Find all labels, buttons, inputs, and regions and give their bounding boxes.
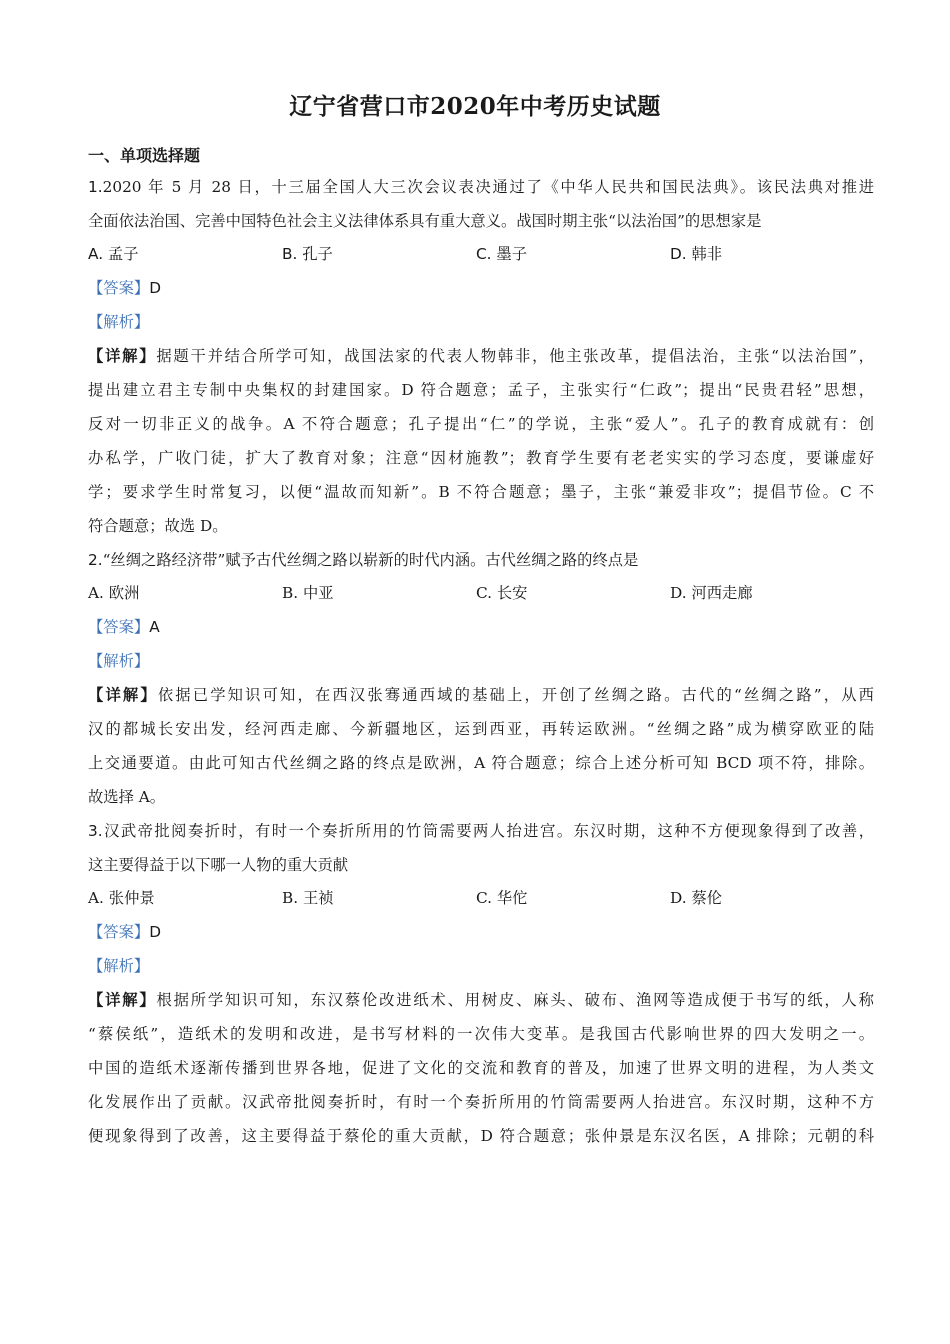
question-1-detail-line: 反对一切非正义的战争。A 不符合题意；孔子提出“仁”的学说，主张“爱人”。孔子的教育成就有：创 bbox=[88, 415, 874, 433]
question-1-answer bbox=[88, 271, 874, 305]
question-number: 3. bbox=[88, 822, 103, 840]
question-3-stem-line-1: 3.汉武帝批阅奏折时，有时一个奏折所用的竹筒需要两人抬进宫。东汉时期，这种不方便现象得到了改善， bbox=[88, 822, 874, 840]
detail-label: 【详解】 bbox=[88, 347, 157, 365]
question-1-options bbox=[88, 238, 874, 271]
answer-value: A bbox=[149, 618, 160, 636]
question-2-detail-line: 上交通要道。由此可知古代丝绸之路的终点是欧洲，A 符合题意；综合上述分析可知 BCD 项不符，排除。 bbox=[88, 754, 874, 772]
question-3-answer bbox=[88, 915, 874, 949]
option-b: B. 中亚 bbox=[282, 584, 334, 602]
option-c: C. 墨子 bbox=[476, 245, 527, 263]
document-body bbox=[88, 170, 874, 1153]
question-2-detail-line: 故选择 A。 bbox=[88, 788, 166, 806]
question-3-detail-line: 便现象得到了改善，这主要得益于蔡伦的重大贡献，D 符合题意；张仲景是东汉名医，A 排除；元朝的科 bbox=[88, 1127, 874, 1145]
option-a: A. 张仲景 bbox=[88, 889, 155, 907]
option-d: D. 河西走廊 bbox=[670, 584, 753, 602]
question-3-analysis bbox=[88, 949, 874, 983]
question-1-analysis bbox=[88, 305, 874, 339]
option-d: D. 蔡伦 bbox=[670, 889, 723, 907]
answer-label: 【答案】 bbox=[88, 923, 150, 941]
question-1-detail-line: 提出建立君主专制中央集权的封建国家。D 符合题意；孟子，主张实行“仁政”；提出“民贵君轻”思想， bbox=[88, 381, 874, 399]
question-2-answer bbox=[88, 610, 874, 644]
option-b: B. 孔子 bbox=[282, 245, 333, 263]
question-1-detail-line: 办私学，广收门徒，扩大了教育对象；注意“因材施教”；教育学生要有老老实实的学习态度，要谦虚好 bbox=[88, 449, 874, 467]
question-number: 2. bbox=[88, 551, 103, 569]
answer-label: 【答案】 bbox=[88, 618, 150, 636]
question-2-detail-line: 【详解】依据已学知识可知，在西汉张骞通西域的基础上，开创了丝绸之路。古代的“丝绸之路”，从西 bbox=[88, 686, 874, 704]
question-3-stem-line-2: 这主要得益于以下哪一人物的重大贡献 bbox=[88, 856, 349, 874]
question-1-detail-line: 【详解】据题干并结合所学可知，战国法家的代表人物韩非，他主张改革，提倡法治，主张“以法治国”， bbox=[88, 347, 874, 365]
page-title: 辽宁省营口市2020年中考历史试题 bbox=[289, 93, 661, 120]
answer-value: D bbox=[149, 923, 161, 941]
section-heading: 一、单项选择题 bbox=[88, 146, 201, 165]
option-c: C. 长安 bbox=[476, 584, 528, 602]
option-a: A. 欧洲 bbox=[88, 584, 140, 602]
question-2-options bbox=[88, 577, 874, 610]
question-number: 1. bbox=[88, 178, 103, 196]
option-d: D. 韩非 bbox=[670, 245, 723, 263]
question-3-detail-line: “蔡侯纸”，造纸术的发明和改进，是书写材料的一次伟大变革。是我国古代影响世界的四大发明之一。 bbox=[88, 1025, 874, 1043]
detail-label: 【详解】 bbox=[88, 686, 158, 704]
question-1-detail-line: 学；要求学生时常复习，以便“温故而知新”。B 不符合题意；墨子，主张“兼爱非攻”；提倡节俭。C 不 bbox=[88, 483, 874, 501]
question-1-stem-line-2: 全面依法治国、完善中国特色社会主义法律体系具有重大意义。战国时期主张“以法治国”的思想家是 bbox=[88, 212, 762, 230]
analysis-label: 【解析】 bbox=[88, 652, 150, 670]
question-2-analysis bbox=[88, 644, 874, 678]
question-3-detail-line: 中国的造纸术逐渐传播到世界各地，促进了文化的交流和教育的普及，加速了世界文明的进程，为人类文 bbox=[88, 1059, 874, 1077]
option-a: A. 孟子 bbox=[88, 245, 139, 263]
question-2-detail-line: 汉的都城长安出发，经河西走廊、今新疆地区，运到西亚，再转运欧洲。“丝绸之路”成为横穿欧亚的陆 bbox=[88, 720, 874, 738]
question-1-stem-line-1: 1.2020 年 5 月 28 日，十三届全国人大三次会议表决通过了《中华人民共和国民法典》。该民法典对推进 bbox=[88, 178, 874, 196]
analysis-label: 【解析】 bbox=[88, 313, 150, 331]
detail-label: 【详解】 bbox=[88, 991, 157, 1009]
option-b: B. 王祯 bbox=[282, 889, 334, 907]
question-2-stem-line-1: 2.“丝绸之路经济带”赋予古代丝绸之路以崭新的时代内涵。古代丝绸之路的终点是 bbox=[88, 551, 639, 569]
analysis-label: 【解析】 bbox=[88, 957, 150, 975]
question-3-detail-line: 【详解】根据所学知识可知，东汉蔡伦改进纸术、用树皮、麻头、破布、渔网等造成便于书写的纸，人称 bbox=[88, 991, 874, 1009]
answer-label: 【答案】 bbox=[88, 279, 150, 297]
option-c: C. 华佗 bbox=[476, 889, 528, 907]
question-1-detail-line: 符合题意；故选 D。 bbox=[88, 517, 228, 535]
question-3-options bbox=[88, 882, 874, 915]
question-3-detail-line: 化发展作出了贡献。汉武帝批阅奏折时，有时一个奏折所用的竹筒需要两人抬进宫。东汉时期，这种不方 bbox=[88, 1093, 874, 1111]
answer-value: D bbox=[149, 279, 161, 297]
